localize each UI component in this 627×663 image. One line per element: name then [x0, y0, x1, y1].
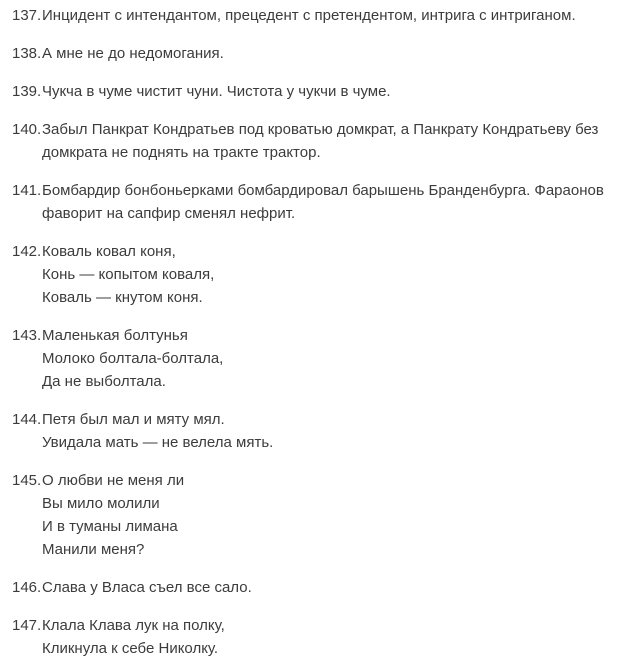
item-text: [42, 240, 619, 309]
item-text-line: фаворит на сапфир сменял нефрит.: [42, 205, 296, 222]
item-text-line: Коваль — кнутом коня.: [42, 289, 203, 306]
list-item: [12, 80, 619, 103]
item-number: 146.: [12, 579, 42, 596]
item-number: 139.: [12, 83, 42, 100]
list-item: [12, 240, 619, 309]
item-number: 137.: [12, 7, 42, 24]
item-text-line: Инцидент с интендантом, прецедент с претендентом, интрига с интриганом.: [42, 7, 576, 24]
item-text-line: О любви не меня ли: [42, 472, 185, 489]
item-text: [42, 4, 619, 27]
item-text-line: Молоко болтала-болтала,: [42, 350, 224, 367]
item-text-line: Коваль ковал коня,: [42, 243, 176, 260]
item-text: [42, 179, 619, 225]
item-number: 140.: [12, 121, 42, 138]
item-text-line: И в туманы лимана: [42, 518, 178, 535]
item-number: 147.: [12, 617, 42, 634]
item-text: [42, 324, 619, 393]
item-text-line: Забыл Панкрат Кондратьев под кроватью домкрат, а Панкрату Кондратьеву без: [42, 121, 599, 138]
item-text-line: Чукча в чуме чистит чуни. Чистота у чукчи в чуме.: [42, 83, 391, 100]
item-text-line: Увидала мать — не велела мять.: [42, 434, 274, 451]
item-text: [42, 469, 619, 561]
item-text-line: Да не выболтала.: [42, 373, 166, 390]
item-text: [42, 614, 619, 660]
item-text-line: Слава у Власа съел все сало.: [42, 579, 252, 596]
list-item: [12, 469, 619, 561]
list-item: [12, 4, 619, 27]
list-item: [12, 324, 619, 393]
list-item: [12, 408, 619, 454]
item-text-line: домкрата не поднять на тракте трактор.: [42, 144, 321, 161]
list-item: [12, 42, 619, 65]
item-text-line: Маленькая болтунья: [42, 327, 188, 344]
list-item: [12, 576, 619, 599]
item-text: [42, 80, 619, 103]
item-text-line: А мне не до недомогания.: [42, 45, 224, 62]
item-text-line: Бомбардир бонбоньерками бомбардировал барышень Бранденбурга. Фараонов: [42, 182, 604, 199]
item-text-line: Конь — копытом коваля,: [42, 266, 215, 283]
item-text-line: Кликнула к себе Николку.: [42, 640, 219, 657]
item-number: 144.: [12, 411, 42, 428]
item-number: 141.: [12, 182, 42, 199]
list-item: [12, 118, 619, 164]
item-number: 145.: [12, 472, 42, 489]
item-text-line: Манили меня?: [42, 541, 145, 558]
item-number: 143.: [12, 327, 42, 344]
item-text: [42, 42, 619, 65]
item-text: [42, 118, 619, 164]
list-item: [12, 614, 619, 660]
item-text: [42, 408, 619, 454]
item-text-line: Клала Клава лук на полку,: [42, 617, 225, 634]
item-text-line: Вы мило молили: [42, 495, 160, 512]
list-item: [12, 179, 619, 225]
item-number: 138.: [12, 45, 42, 62]
item-text: [42, 576, 619, 599]
item-text-line: Петя был мал и мяту мял.: [42, 411, 225, 428]
item-number: 142.: [12, 243, 42, 260]
